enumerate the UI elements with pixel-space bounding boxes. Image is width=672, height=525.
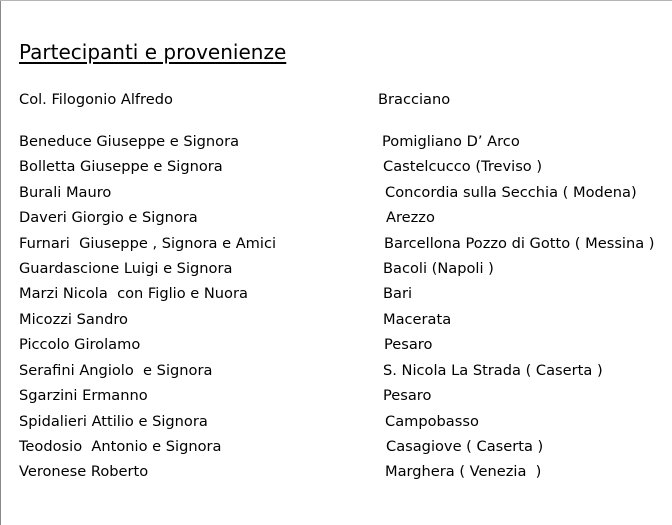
participant-name: Guardascione Luigi e Signora (19, 260, 233, 277)
participant-name: Micozzi Sandro (19, 311, 128, 328)
participant-name: Spidalieri Attilio e Signora (19, 413, 208, 430)
participant-place: S. Nicola La Strada ( Caserta ) (383, 362, 603, 379)
participant-name: Bolletta Giuseppe e Signora (19, 158, 223, 175)
document-title: Partecipanti e provenienze (19, 40, 287, 64)
header-place: Bracciano (378, 91, 451, 108)
participant-name: Piccolo Girolamo (19, 336, 141, 353)
participant-place: Casagiove ( Caserta ) (386, 438, 544, 455)
participant-place: Castelcucco (Treviso ) (383, 158, 543, 175)
participant-name: Burali Mauro (19, 184, 112, 201)
participant-name: Serafini Angiolo e Signora (19, 362, 213, 379)
participant-name: Marzi Nicola con Figlio e Nuora (19, 285, 248, 302)
participant-place: Pesaro (383, 387, 432, 404)
participant-place: Pomigliano D’ Arco (382, 133, 520, 150)
participant-name: Furnari Giuseppe , Signora e Amici (19, 235, 277, 252)
participant-name: Teodosio Antonio e Signora (19, 438, 222, 455)
participant-name: Daveri Giorgio e Signora (19, 209, 198, 226)
participant-name: Veronese Roberto (19, 463, 149, 480)
participant-place: Bari (383, 285, 413, 302)
header-name: Col. Filogonio Alfredo (19, 91, 173, 108)
participant-name: Beneduce Giuseppe e Signora (19, 133, 240, 150)
page-left-border (0, 0, 1, 525)
participant-name: Sgarzini Ermanno (19, 387, 148, 404)
participant-place: Pesaro (384, 336, 433, 353)
page-top-border (0, 0, 672, 1)
participant-place: Campobasso (385, 413, 479, 430)
participant-place: Macerata (383, 311, 452, 328)
participant-place: Concordia sulla Secchia ( Modena) (385, 184, 637, 201)
participant-place: Barcellona Pozzo di Gotto ( Messina ) (384, 235, 655, 252)
participant-place: Marghera ( Venezia ) (385, 463, 542, 480)
participant-place: Bacoli (Napoli ) (383, 260, 494, 277)
participant-place: Arezzo (386, 209, 435, 226)
